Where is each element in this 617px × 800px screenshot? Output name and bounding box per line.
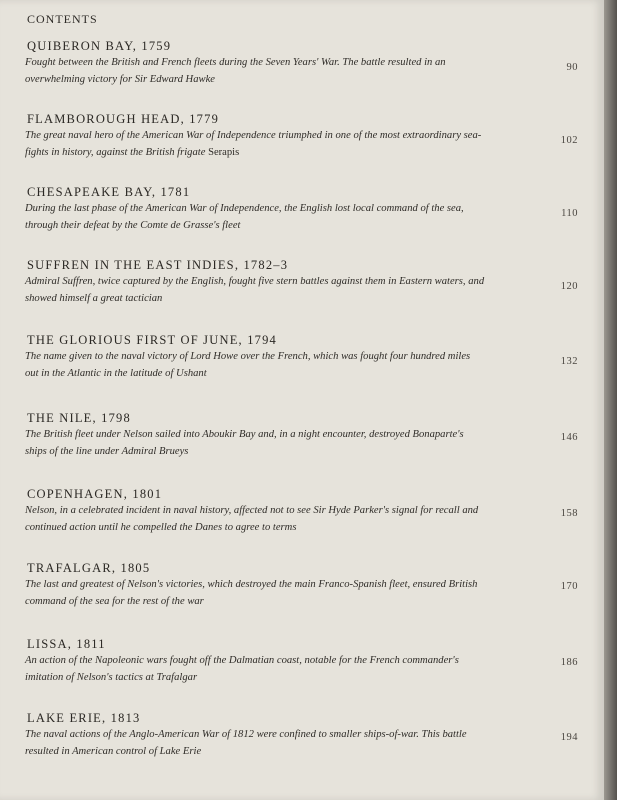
page-number: 132 xyxy=(560,356,578,367)
entry-description xyxy=(25,577,485,610)
entry-title: THE GLORIOUS FIRST OF JUNE, 1794 xyxy=(27,333,277,347)
entry-title: LAKE ERIE, 1813 xyxy=(27,711,141,725)
page-number: 120 xyxy=(560,281,578,292)
entry-description xyxy=(25,128,485,161)
description-text: The British fleet under Nelson sailed into Aboukir Bay and, in a night encounter, destroyed Bonaparte's ships of the line under Admiral Brueys xyxy=(25,429,464,457)
description-text: The naval actions of the Anglo-American War of 1812 were confined to smaller ships-of-war. This battle resulted in American control of Lake Erie xyxy=(25,729,467,757)
description-text: Fought between the British and French fleets during the Seven Years' War. The battle resulted in an overwhelming victory for Sir Edward Hawke xyxy=(25,57,446,85)
entry-title: LISSA, 1811 xyxy=(27,637,106,651)
description-text: Admiral Suffren, twice captured by the English, fought five stern battles against them in Eastern waters, and showed himself a great tactician xyxy=(25,276,485,304)
entry-description xyxy=(25,653,485,686)
description-text: Nelson, in a celebrated incident in naval history, affected not to see Sir Hyde Parker's signal for recall and continued action until he compelled the Danes to agree to terms xyxy=(25,505,479,533)
description-text: During the last phase of the American War of Independence, the English lost local command of the sea, through their defeat by the Comte de Grasse's fleet xyxy=(25,203,464,231)
entry-title: SUFFREN IN THE EAST INDIES, 1782–3 xyxy=(27,258,289,272)
entry-description xyxy=(25,427,485,460)
page-number: 110 xyxy=(561,208,578,219)
description-text: An action of the Napoleonic wars fought off the Dalmatian coast, notable for the French commander's imitation of Nelson's tactics at Trafalgar xyxy=(25,655,459,683)
entry-description xyxy=(25,727,485,760)
page-number: 90 xyxy=(566,62,578,73)
description-text: The last and greatest of Nelson's victories, which destroyed the main Franco-Spanish fleet, ensured British command of the sea for the rest of the war xyxy=(25,579,478,607)
entry-description xyxy=(25,274,485,307)
page-number: 194 xyxy=(560,732,578,743)
description-text: Serapis xyxy=(208,146,240,158)
entry-title: FLAMBOROUGH HEAD, 1779 xyxy=(27,112,220,126)
entry-description xyxy=(25,503,485,536)
entry-title: TRAFALGAR, 1805 xyxy=(27,561,151,575)
entry-description xyxy=(25,349,485,382)
entry-description xyxy=(25,201,485,234)
page-number: 146 xyxy=(560,432,578,443)
page-edge xyxy=(604,0,617,800)
page-number: 186 xyxy=(560,657,578,668)
entry-title: QUIBERON BAY, 1759 xyxy=(27,39,172,53)
entry-title: CHESAPEAKE BAY, 1781 xyxy=(27,185,191,199)
contents-heading: CONTENTS xyxy=(27,12,98,26)
page-number: 102 xyxy=(560,135,578,146)
page-number: 158 xyxy=(560,508,578,519)
entry-description xyxy=(25,55,485,88)
description-text: The name given to the naval victory of Lord Howe over the French, which was fought four hundred miles out in the Atlantic in the latitude of Ushant xyxy=(25,351,471,379)
entry-title: COPENHAGEN, 1801 xyxy=(27,487,163,501)
page-number: 170 xyxy=(560,581,578,592)
entry-title: THE NILE, 1798 xyxy=(27,411,131,425)
description-text: The great naval hero of the American War of Independence triumphed in one of the most extraordinary sea-fights in history, against the British frigate xyxy=(25,130,482,158)
